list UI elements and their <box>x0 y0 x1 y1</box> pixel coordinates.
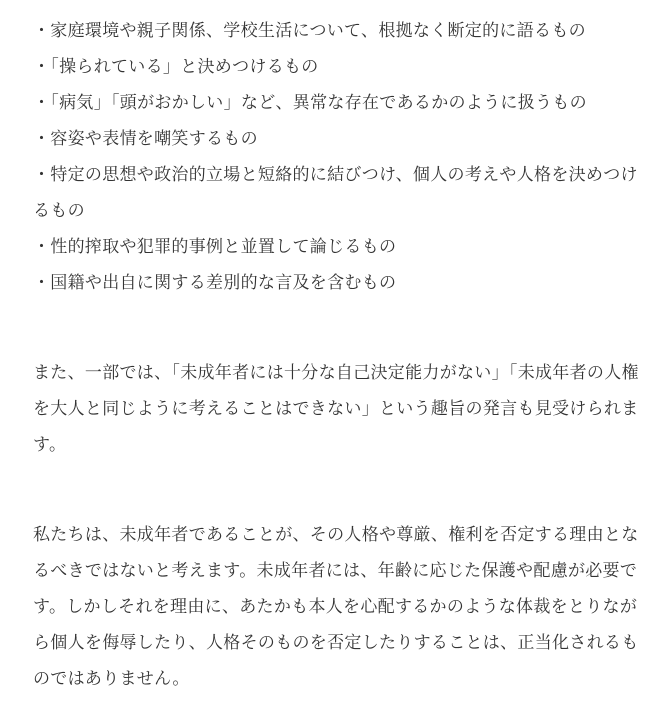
list-item: ・「病気」「頭がおかしい」など、異常な存在であるかのように扱うもの <box>33 93 587 113</box>
list-item: ・「操られている」と決めつけるもの <box>33 57 319 77</box>
list-item: ・特定の思想や政治的立場と短絡的に結びつけ、個人の考えや人格を決めつけるもの <box>33 165 638 221</box>
list-item: ・家庭環境や親子関係、学校生活について、根拠なく断定的に語るもの <box>33 21 586 41</box>
list-item: ・性的搾取や犯罪的事例と並置して論じるもの <box>33 237 397 257</box>
paragraph-minors-remarks: また、一部では、「未成年者には十分な自己決定能力がない」「未成年者の人権を大人と同じように考えることはできない」という趣旨の発言も見受けられます。 <box>33 363 639 455</box>
list-item: ・国籍や出自に関する差別的な言及を含むもの <box>33 273 397 293</box>
paragraph-position-statement: 私たちは、未成年者であることが、その人格や尊厳、権利を否定する理由となるべきではないと考えます。未成年者には、年齢に応じた保護や配慮が必要です。しかしそれを理由に、あたかも本人を心配するかのような体裁をとりながら個人を侮辱したり、人格そのものを否定したりすることは、正当化されるものではありません。 <box>33 525 639 689</box>
list-item: ・容姿や表情を嘲笑するもの <box>33 129 258 149</box>
prohibited-content-list <box>33 13 648 301</box>
article-body <box>33 13 648 697</box>
